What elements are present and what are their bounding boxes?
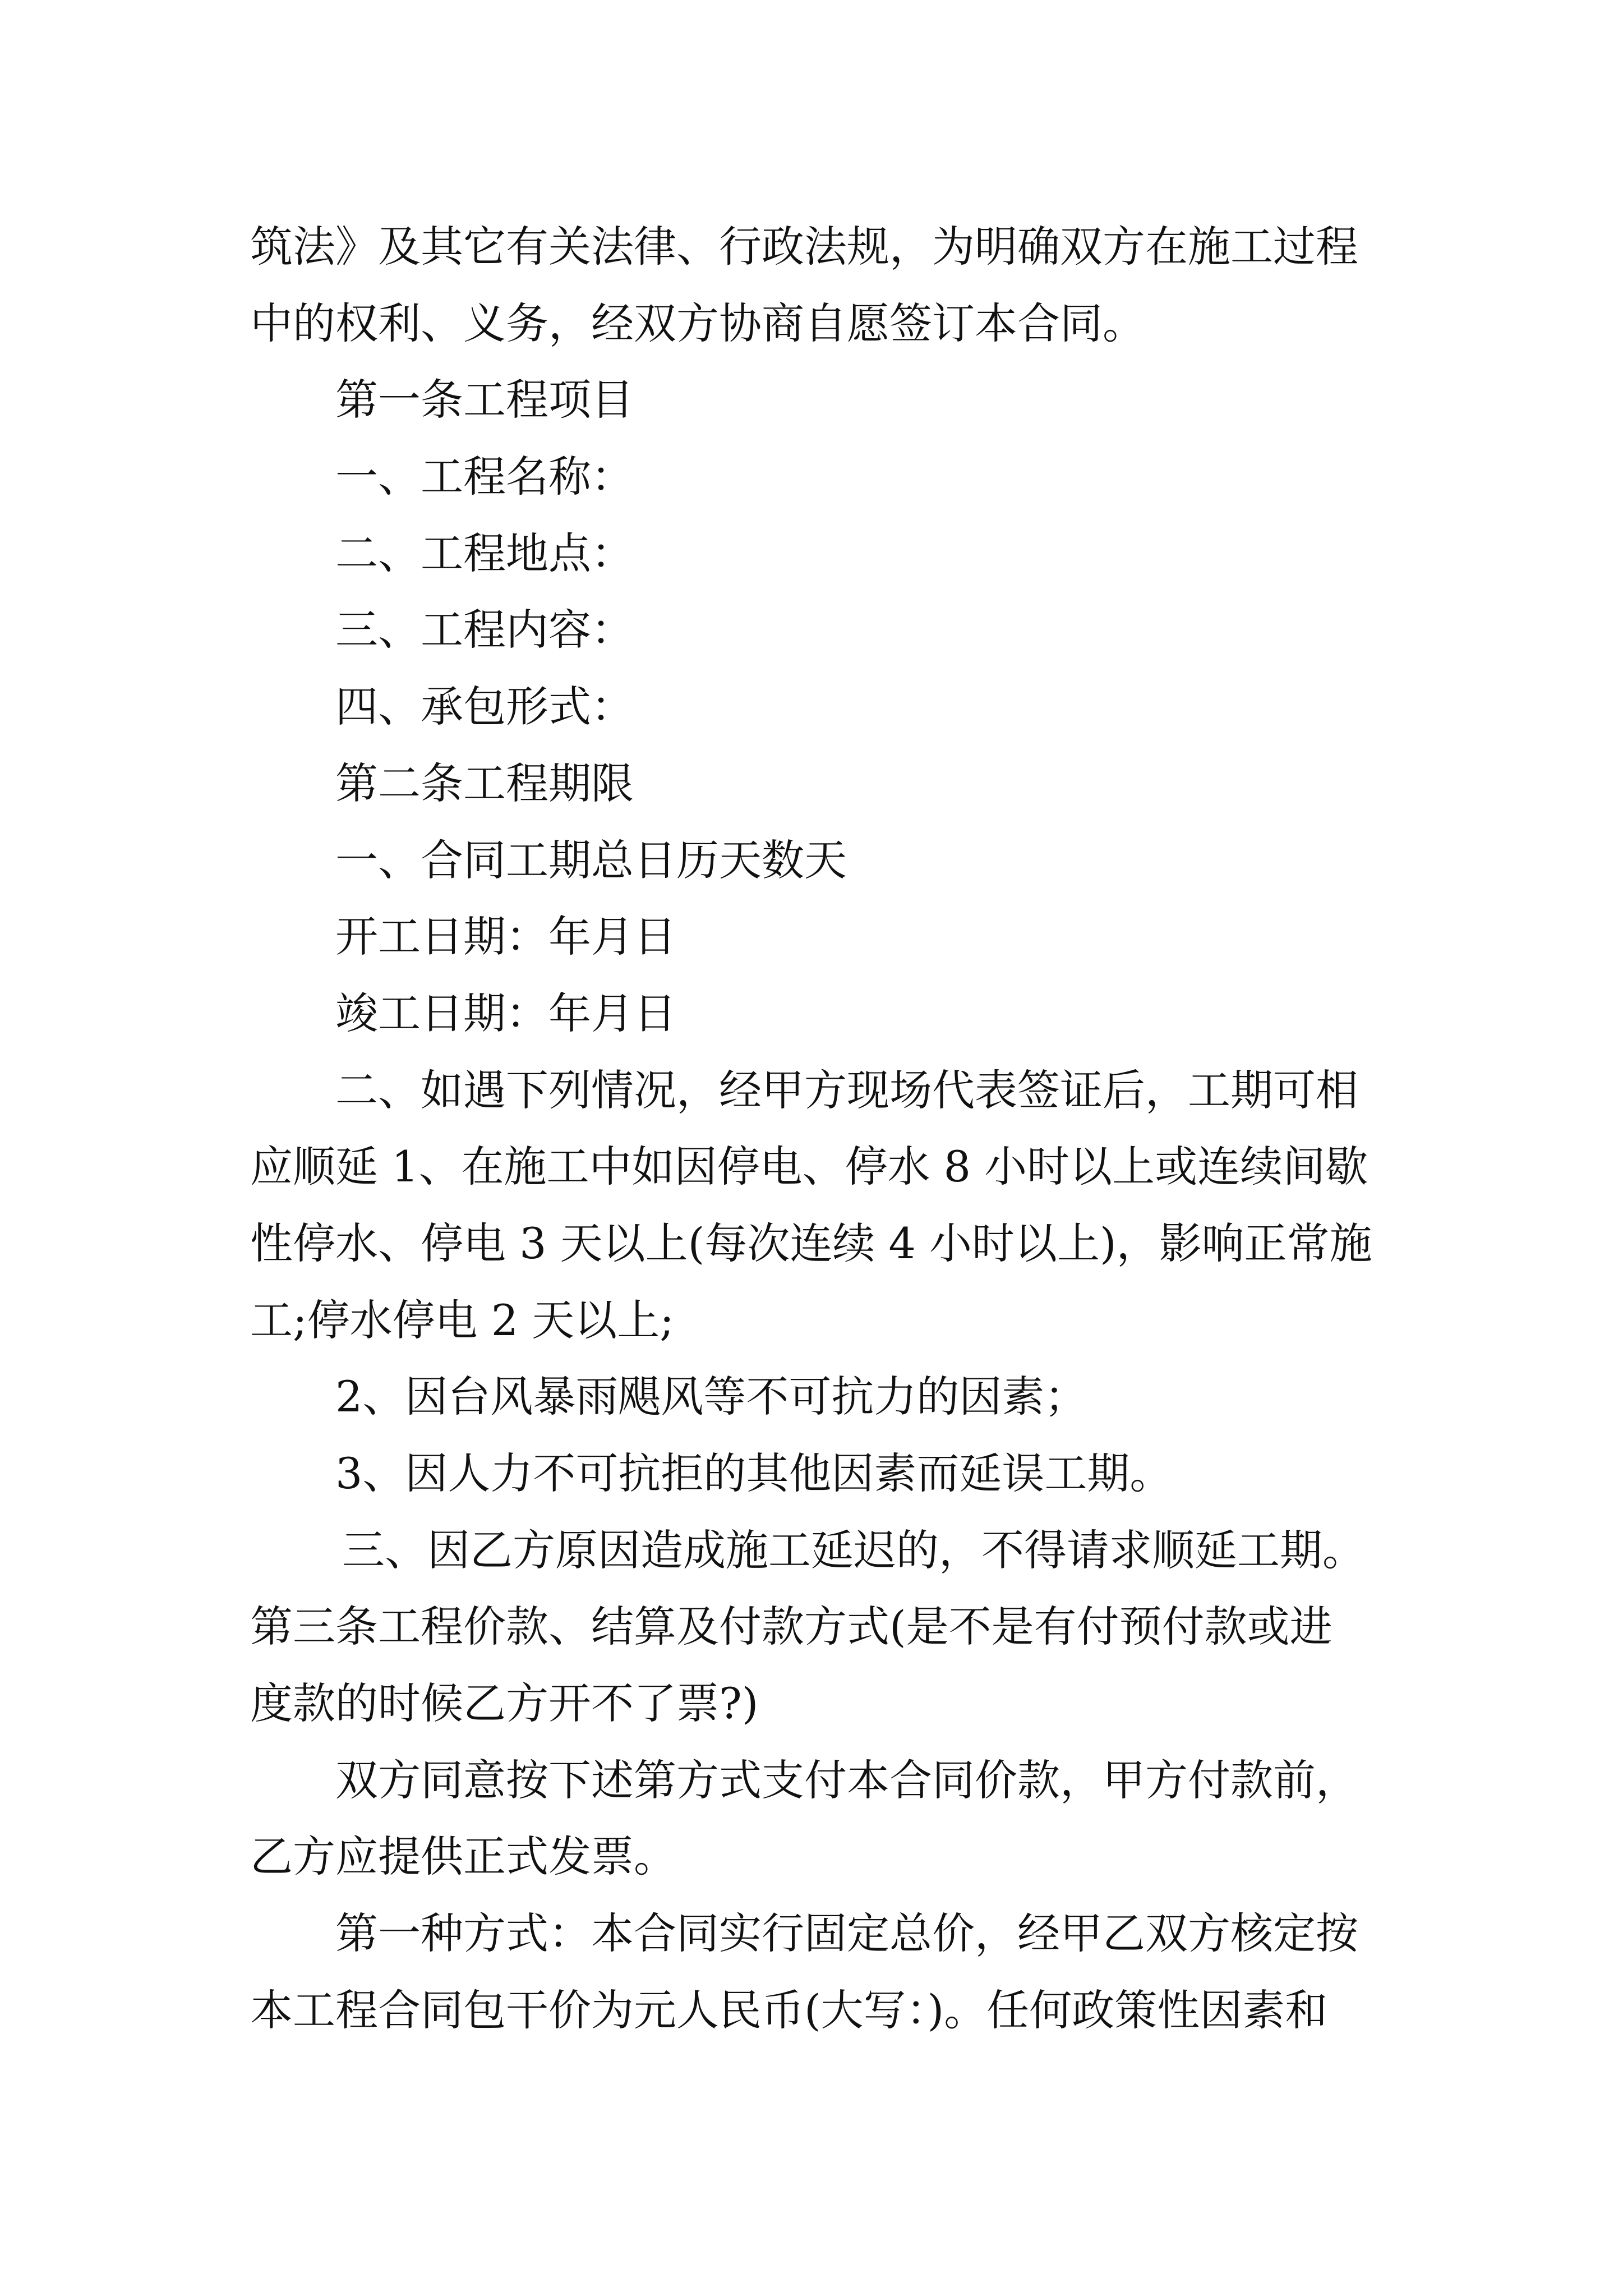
paragraph-line: 中的权利、义务，经双方协商自愿签订本合同。 — [250, 298, 1145, 348]
paragraph-line: 一、工程名称： — [335, 452, 634, 502]
paragraph-line: 本工程合同包干价为元人民币(大写：)。任何政策性因素和 — [250, 1985, 1328, 2035]
article-heading: 第二条工程期限 — [335, 758, 634, 808]
paragraph-line: 2、因台风暴雨飓风等不可抗力的因素； — [335, 1372, 1087, 1422]
paragraph-line: 3、因人力不可抗拒的其他因素而延误工期。 — [335, 1448, 1173, 1498]
paragraph-line: 乙方应提供正式发票。 — [250, 1832, 676, 1882]
paragraph-line: 第一种方式：本合同实行固定总价，经甲乙双方核定按 — [335, 1908, 1358, 1959]
paragraph-line: 筑法》及其它有关法律、行政法规，为明确双方在施工过程 — [250, 222, 1358, 272]
paragraph-line: 一、合同工期总日历天数天 — [335, 835, 847, 885]
article-heading: 第一条工程项目 — [335, 375, 634, 425]
paragraph-line: 开工日期：年月日 — [335, 912, 676, 962]
paragraph-line: 二、如遇下列情况，经甲方现场代表签证后，工期可相 — [335, 1065, 1358, 1115]
paragraph-line: 应顺延 1、在施工中如因停电、停水 8 小时以上或连续间歇 — [250, 1142, 1368, 1192]
paragraph-line: 四、承包形式： — [335, 682, 634, 732]
paragraph-line: 度款的时候乙方开不了票?) — [250, 1678, 759, 1729]
paragraph-line: 竣工日期：年月日 — [335, 988, 676, 1038]
paragraph-line: 工;停水停电 2 天以上; — [250, 1295, 674, 1345]
article-heading: 第三条工程价款、结算及付款方式(是不是有付预付款或进 — [250, 1602, 1332, 1652]
paragraph-line: 三、工程内容： — [335, 605, 634, 655]
paragraph-line: 双方同意按下述第方式支付本合同价款，甲方付款前， — [335, 1755, 1358, 1805]
paragraph-line: 三、因乙方原因造成施工延迟的，不得请求顺延工期。 — [342, 1525, 1365, 1575]
paragraph-line: 性停水、停电 3 天以上(每次连续 4 小时以上)，影响正常施 — [250, 1218, 1372, 1268]
paragraph-line: 二、工程地点： — [335, 528, 634, 578]
document-body — [250, 209, 1394, 2049]
